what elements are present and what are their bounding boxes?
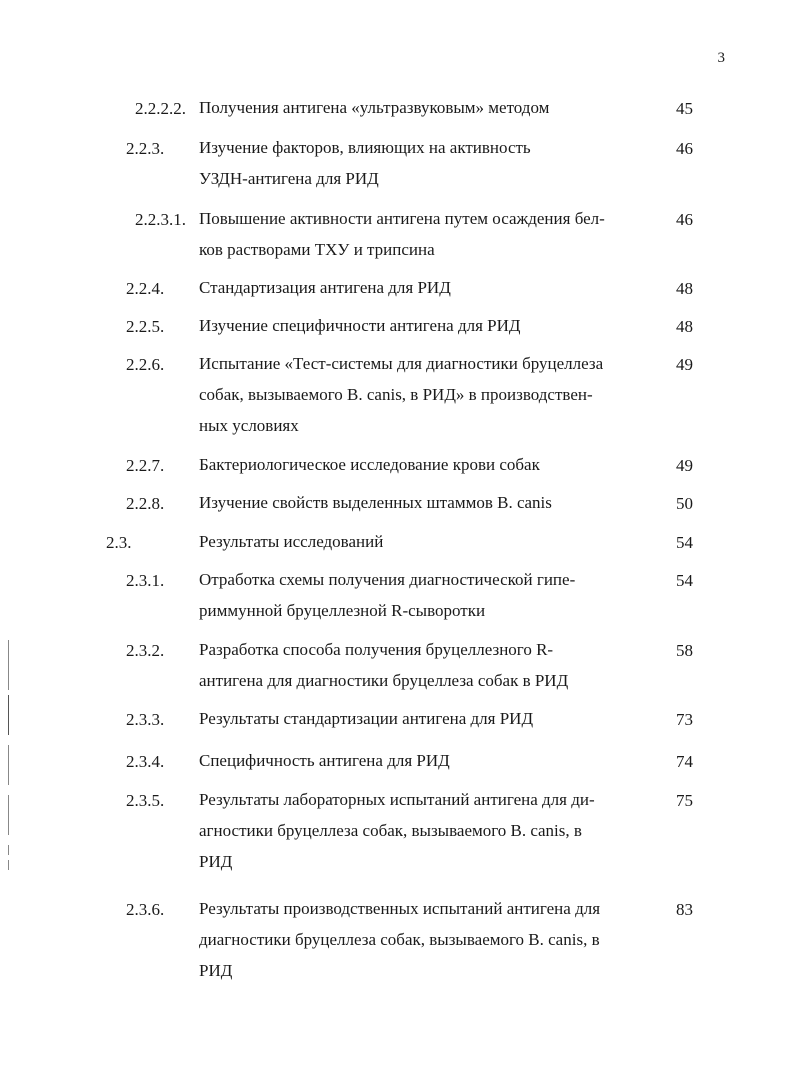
scan-edge-mark: [8, 860, 9, 870]
toc-entry-page: 48: [676, 317, 693, 336]
toc-entry-title: [199, 634, 649, 696]
toc-entry-title-line: диагностики бруцеллеза собак, вызываемого B. canis, в: [199, 930, 600, 949]
page-number: 3: [717, 50, 725, 66]
toc-entry-number: 2.3.6.: [126, 900, 165, 919]
toc-entry-page: 83: [676, 900, 693, 919]
scan-edge-mark: [8, 745, 9, 785]
toc-entry-number: 2.2.6.: [126, 355, 165, 374]
toc-entry-number: 2.2.8.: [126, 494, 165, 513]
toc-entry-title-line: агностики бруцеллеза собак, вызываемого B. canis, в: [199, 821, 582, 840]
toc-entry-title: [199, 310, 649, 341]
toc-entry-title-line: антигена для диагностики бруцеллеза собак в РИД: [199, 671, 569, 690]
toc-entry-title-line: Результаты стандартизации антигена для РИД: [199, 709, 534, 728]
toc-entry-title-line: ков растворами ТХУ и трипсина: [199, 240, 435, 259]
toc-entry-title-line: ных условиях: [199, 416, 299, 435]
scan-edge-mark: [8, 640, 9, 690]
toc-entry-title: [199, 272, 649, 303]
toc-entry-title-line: риммунной бруцеллезной R-сыворотки: [199, 601, 486, 620]
toc-entry-page: 46: [676, 139, 693, 158]
toc-entry-number: 2.3.4.: [126, 752, 165, 771]
toc-entry-title: [199, 92, 649, 123]
scan-edge-mark: [8, 845, 9, 855]
toc-entry-title-line: Результаты лабораторных испытаний антигена для ди-: [199, 790, 595, 809]
toc-entry-title: [199, 784, 649, 877]
toc-entry-title: [199, 203, 649, 265]
toc-entry-title-line: Получения антигена «ультразвуковым» методом: [199, 98, 550, 117]
toc-entry-page: 54: [676, 533, 693, 552]
toc-entry-page: 73: [676, 710, 693, 729]
toc-entry-title: [199, 564, 649, 626]
toc-entry-title-line: Изучение факторов, влияющих на активность: [199, 138, 531, 157]
toc-entry-title: [199, 132, 649, 194]
toc-entry-page: 74: [676, 752, 693, 771]
toc-entry-number: 2.2.5.: [126, 317, 165, 336]
toc-entry-number: 2.2.2.2.: [135, 99, 186, 118]
toc-entry-title-line: Повышение активности антигена путем осаждения бел-: [199, 209, 605, 228]
toc-entry-title-line: Отработка схемы получения диагностической гипе-: [199, 570, 576, 589]
toc-entry-title-line: Испытание «Тест-системы для диагностики бруцеллеза: [199, 354, 604, 373]
toc-entry-number: 2.3.5.: [126, 791, 165, 810]
toc-entry-page: 75: [676, 791, 693, 810]
toc-entry-title: [199, 449, 649, 480]
toc-entry-number: 2.2.4.: [126, 279, 165, 298]
toc-entry-page: 50: [676, 494, 693, 513]
toc-entry-page: 45: [676, 99, 693, 118]
toc-entry-number: 2.3.: [106, 533, 132, 552]
toc-entry-title: [199, 745, 649, 776]
toc-entry-number: 2.3.3.: [126, 710, 165, 729]
toc-entry-title-line: Специфичность антигена для РИД: [199, 751, 450, 770]
toc-entry-page: 58: [676, 641, 693, 660]
toc-entry-title-line: Изучение свойств выделенных штаммов B. canis: [199, 493, 552, 512]
toc-entry-title-line: РИД: [199, 852, 233, 871]
toc-entry-page: 48: [676, 279, 693, 298]
toc-entry-page: 49: [676, 355, 693, 374]
toc-entry-title: [199, 487, 649, 518]
toc-entry-title: [199, 893, 649, 986]
scan-edge-mark: [8, 695, 9, 735]
toc-entry-title: [199, 703, 649, 734]
toc-entry-title-line: Результаты производственных испытаний антигена для: [199, 899, 601, 918]
toc-entry-title-line: собак, вызываемого B. canis, в РИД» в производствен-: [199, 385, 593, 404]
scan-edge-mark: [8, 795, 9, 835]
toc-entry-title-line: Изучение специфичности антигена для РИД: [199, 316, 521, 335]
toc-entry-number: 2.2.7.: [126, 456, 165, 475]
toc-entry-page: 49: [676, 456, 693, 475]
toc-entry-title-line: Бактериологическое исследование крови собак: [199, 455, 540, 474]
toc-entry-title: [199, 526, 649, 557]
toc-entry-title-line: Стандартизация антигена для РИД: [199, 278, 451, 297]
toc-entry-title-line: Разработка способа получения бруцеллезного R-: [199, 640, 554, 659]
toc-entry-number: 2.2.3.1.: [135, 210, 186, 229]
toc-entry-number: 2.2.3.: [126, 139, 165, 158]
toc-entry-page: 54: [676, 571, 693, 590]
toc-entry-title: [199, 348, 649, 441]
toc-entry-number: 2.3.1.: [126, 571, 165, 590]
toc-entry-title-line: УЗДН-антигена для РИД: [199, 169, 379, 188]
toc-entry-page: 46: [676, 210, 693, 229]
toc-entry-number: 2.3.2.: [126, 641, 165, 660]
toc-entry-title-line: Результаты исследований: [199, 532, 384, 551]
toc-entry-title-line: РИД: [199, 961, 233, 980]
